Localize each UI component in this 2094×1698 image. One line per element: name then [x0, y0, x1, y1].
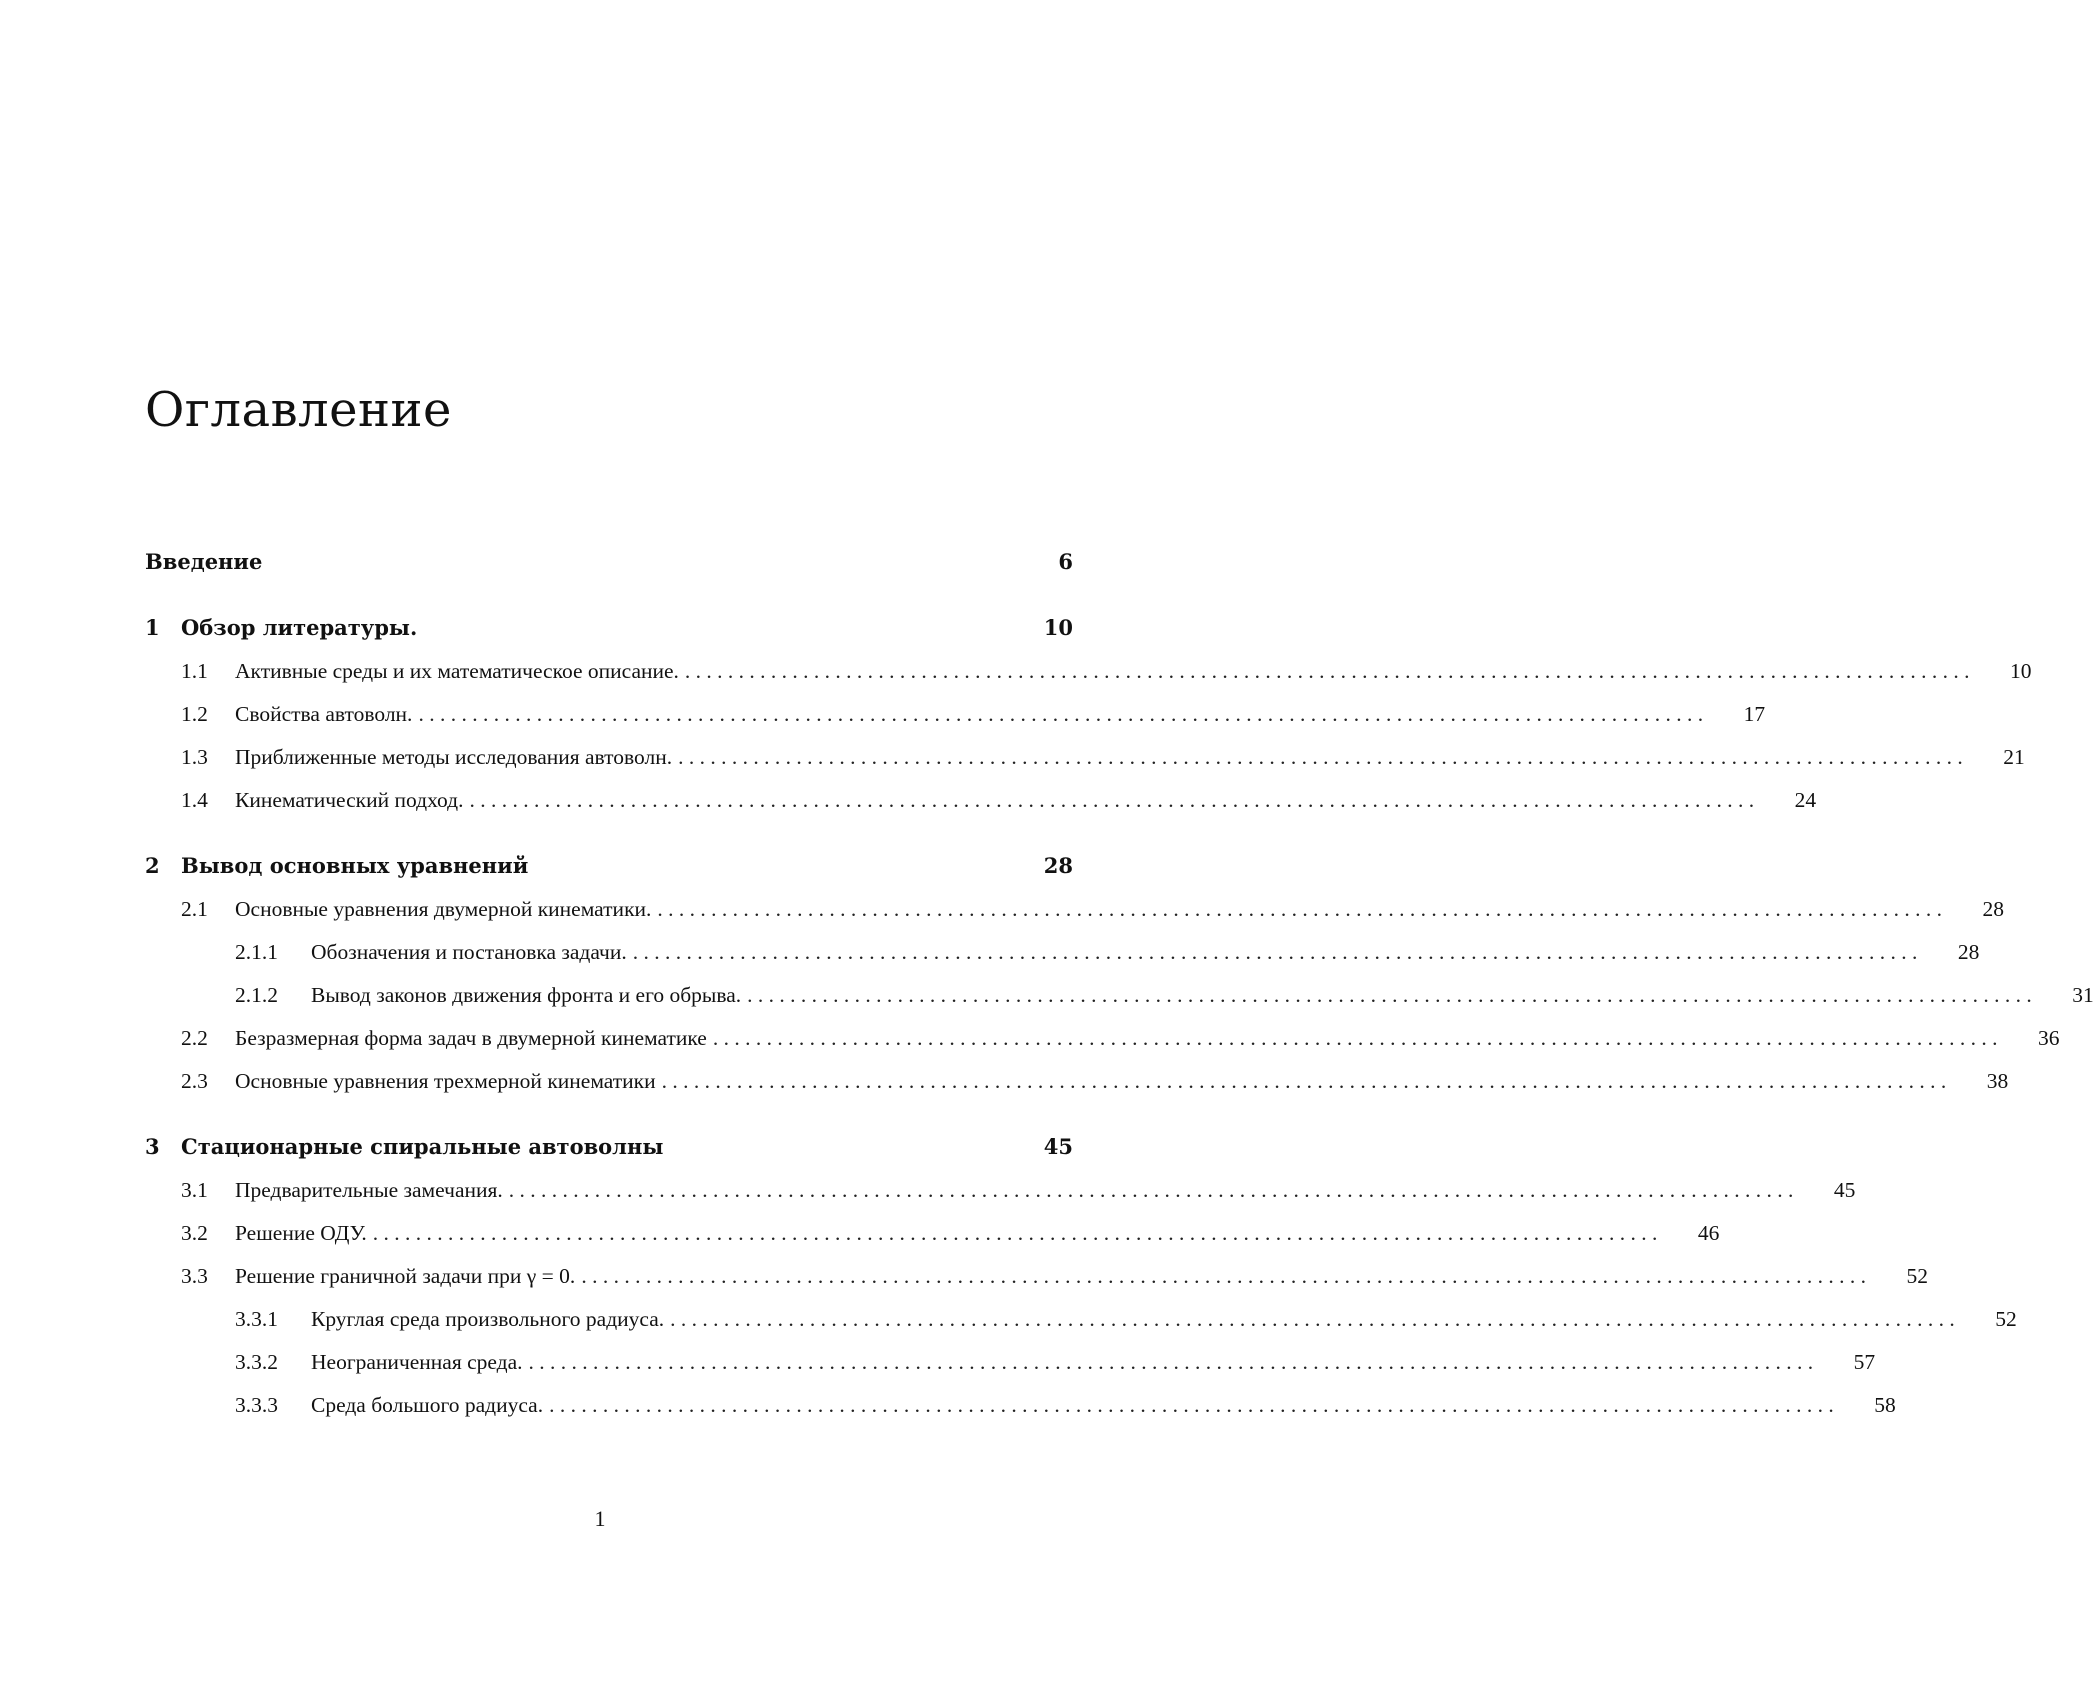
toc-entry-page: 17: [1743, 702, 1766, 726]
toc-entry-label: Введение: [145, 549, 263, 574]
toc-entry-number: 3.2: [181, 1221, 208, 1245]
toc-entry-page: 57: [1853, 1350, 1876, 1374]
toc-entry-chapter-1[interactable]: [145, 612, 1073, 644]
dot-leader: . . . . . . . . . . . . . . . . . . . . . . . . . . . . . . . . . . . . . . . . . . . . . . . . . . . . . . . . . . . . . . . . . . . . . . . . . . . . . . . . . . . . . . . . . . . . . . . . . . . . . . . . . . . . . . . . . . . . . . . .: [528, 1350, 1814, 1374]
toc-entry-label: Приближенные методы исследования автоволн.: [235, 745, 673, 769]
toc-entry-number: 3.3: [181, 1264, 208, 1288]
toc-entry-number: 2.1: [181, 897, 208, 921]
toc-entry-label: Круглая среда произвольного радиуса.: [311, 1307, 665, 1331]
toc-entry-label: Решение ОДУ.: [235, 1221, 367, 1245]
toc-entry-label: Среда большого радиуса.: [311, 1393, 544, 1417]
dot-leader: . . . . . . . . . . . . . . . . . . . . . . . . . . . . . . . . . . . . . . . . . . . . . . . . . . . . . . . . . . . . . . . . . . . . . . . . . . . . . . . . . . . . . . . . . . . . . . . . . . . . . . . . . . . . . . . . . . . . . . . .: [632, 940, 1918, 964]
toc-entry-label: Активные среды и их математическое описание.: [235, 659, 679, 683]
toc-entry-number: 3.1: [181, 1178, 208, 1202]
toc-entry-subsection-3-3-1[interactable]: [145, 1303, 2017, 1335]
toc-entry-page: 21: [2003, 745, 2025, 769]
dot-leader: . . . . . . . . . . . . . . . . . . . . . . . . . . . . . . . . . . . . . . . . . . . . . . . . . . . . . . . . . . . . . . . . . . . . . . . . . . . . . . . . . . . . . . . . . . . . . . . . . . . . . . . . . . . . . . . . . . . . . . . .: [508, 1178, 1794, 1202]
toc-entry-page: 52: [1906, 1264, 1928, 1288]
toc-entry-section-1-1[interactable]: [145, 655, 2032, 687]
toc-entry-label: Вывод законов движения фронта и его обрыва.: [311, 983, 742, 1007]
toc-entry-page: 28: [1043, 853, 1073, 878]
dot-leader: . . . . . . . . . . . . . . . . . . . . . . . . . . . . . . . . . . . . . . . . . . . . . . . . . . . . . . . . . . . . . . . . . . . . . . . . . . . . . . . . . . . . . . . . . . . . . . . . . . . . . . . . . . . . . . . . . . . . . . . .: [581, 1264, 1866, 1288]
toc-entry-page: 36: [2037, 1026, 2060, 1050]
toc-entry-label: Свойства автоволн.: [235, 702, 413, 726]
toc-entry-number: 1.3: [181, 745, 208, 769]
toc-entry-label: Обозначения и постановка задачи.: [311, 940, 627, 964]
toc-entry-label: Кинематический подход.: [235, 788, 464, 812]
toc-entry-subsection-3-3-3[interactable]: [145, 1389, 1896, 1421]
toc-entry-section-3-2[interactable]: [145, 1217, 1720, 1249]
toc-entry-page: 28: [1982, 897, 2005, 921]
toc-entry-page: 45: [1043, 1134, 1073, 1159]
toc-entry-number: 1: [145, 615, 160, 640]
toc-entry-page: 10: [1043, 615, 1073, 640]
toc-entry-label: Безразмерная форма задач в двумерной кинематике: [235, 1026, 707, 1050]
toc-entry-number: 2: [145, 853, 160, 878]
toc-entry-subsection-3-3-2[interactable]: [145, 1346, 1876, 1378]
toc-entry-subsection-2-1-1[interactable]: [145, 936, 1980, 968]
toc-entry-page: 24: [1794, 788, 1817, 812]
toc-entry-label: Вывод основных уравнений: [181, 853, 529, 878]
toc-entry-page: 45: [1833, 1178, 1856, 1202]
toc-entry-subsection-2-1-2[interactable]: [145, 979, 2094, 1011]
toc-entry-page: 6: [1058, 549, 1073, 574]
footer-page-number: 1: [594, 1506, 606, 1531]
dot-leader: . . . . . . . . . . . . . . . . . . . . . . . . . . . . . . . . . . . . . . . . . . . . . . . . . . . . . . . . . . . . . . . . . . . . . . . . . . . . . . . . . . . . . . . . . . . . . . . . . . . . . . . . . . . . . . . . . . . . . . . .: [678, 745, 1963, 769]
dot-leader: . . . . . . . . . . . . . . . . . . . . . . . . . . . . . . . . . . . . . . . . . . . . . . . . . . . . . . . . . . . . . . . . . . . . . . . . . . . . . . . . . . . . . . . . . . . . . . . . . . . . . . . . . . . . . . . . . . . . . . . .: [657, 897, 1943, 921]
toc-entry-label: Стационарные спиральные автоволны: [181, 1134, 664, 1159]
toc-entry-number: 1.2: [181, 702, 208, 726]
dot-leader: . . . . . . . . . . . . . . . . . . . . . . . . . . . . . . . . . . . . . . . . . . . . . . . . . . . . . . . . . . . . . . . . . . . . . . . . . . . . . . . . . . . . . . . . . . . . . . . . . . . . . . . . . . . . . . . . . . . . . . . .: [661, 1069, 1947, 1093]
toc-entry-number: 2.1.1: [235, 940, 278, 964]
toc-entry-page: 10: [2010, 659, 2032, 683]
toc-entry-number: 3.3.2: [235, 1350, 278, 1374]
toc-entry-section-1-2[interactable]: [145, 698, 1766, 730]
toc-entry-label: Предварительные замечания.: [235, 1178, 503, 1202]
dot-leader: . . . . . . . . . . . . . . . . . . . . . . . . . . . . . . . . . . . . . . . . . . . . . . . . . . . . . . . . . . . . . . . . . . . . . . . . . . . . . . . . . . . . . . . . . . . . . . . . . . . . . . . . . . . . . . . . . . . . . . . .: [670, 1307, 1955, 1331]
toc-entry-page: 28: [1957, 940, 1980, 964]
toc-entry-number: 3: [145, 1134, 160, 1159]
dot-leader: . . . . . . . . . . . . . . . . . . . . . . . . . . . . . . . . . . . . . . . . . . . . . . . . . . . . . . . . . . . . . . . . . . . . . . . . . . . . . . . . . . . . . . . . . . . . . . . . . . . . . . . . . . . . . . . . . . . . . . . .: [549, 1393, 1834, 1417]
page-title: Оглавление: [145, 382, 452, 438]
toc-entry-number: 1.1: [181, 659, 208, 683]
toc-entry-number: 3.3.1: [235, 1307, 278, 1331]
dot-leader: . . . . . . . . . . . . . . . . . . . . . . . . . . . . . . . . . . . . . . . . . . . . . . . . . . . . . . . . . . . . . . . . . . . . . . . . . . . . . . . . . . . . . . . . . . . . . . . . . . . . . . . . . . . . . . . . . . . . . . . .: [372, 1221, 1658, 1245]
toc-entry-label: Обзор литературы.: [181, 615, 418, 640]
toc-entry-page: 38: [1986, 1069, 2009, 1093]
toc-entry-section-2-3[interactable]: [145, 1065, 2009, 1097]
toc-entry-chapter-2[interactable]: [145, 850, 1073, 882]
toc-entry-number: 3.3.3: [235, 1393, 278, 1417]
dot-leader: . . . . . . . . . . . . . . . . . . . . . . . . . . . . . . . . . . . . . . . . . . . . . . . . . . . . . . . . . . . . . . . . . . . . . . . . . . . . . . . . . . . . . . . . . . . . . . . . . . . . . . . . . . . . . . . . . . . . . . . .: [418, 702, 1704, 726]
toc-entry-number: 2.2: [181, 1026, 208, 1050]
toc-entry-page: 31: [2072, 983, 2094, 1007]
toc-entry-section-1-4[interactable]: [145, 784, 1817, 816]
dot-leader: . . . . . . . . . . . . . . . . . . . . . . . . . . . . . . . . . . . . . . . . . . . . . . . . . . . . . . . . . . . . . . . . . . . . . . . . . . . . . . . . . . . . . . . . . . . . . . . . . . . . . . . . . . . . . . . . . . . . . . . .: [469, 788, 1755, 812]
toc-entry-section-1-3[interactable]: [145, 741, 2025, 773]
toc-entry-number: 2.3: [181, 1069, 208, 1093]
toc-entry-section-3-3[interactable]: [145, 1260, 1928, 1292]
toc-entry-page: 58: [1874, 1393, 1896, 1417]
dot-leader: . . . . . . . . . . . . . . . . . . . . . . . . . . . . . . . . . . . . . . . . . . . . . . . . . . . . . . . . . . . . . . . . . . . . . . . . . . . . . . . . . . . . . . . . . . . . . . . . . . . . . . . . . . . . . . . . . . . . . . . .: [747, 983, 2032, 1007]
toc-entry-number: 2.1.2: [235, 983, 278, 1007]
toc-entry-introduction[interactable]: [145, 546, 1073, 578]
dot-leader: . . . . . . . . . . . . . . . . . . . . . . . . . . . . . . . . . . . . . . . . . . . . . . . . . . . . . . . . . . . . . . . . . . . . . . . . . . . . . . . . . . . . . . . . . . . . . . . . . . . . . . . . . . . . . . . . . . . . . . . .: [684, 659, 1970, 683]
toc-entry-section-2-1[interactable]: [145, 893, 2005, 925]
toc-entry-label: Основные уравнения двумерной кинематики.: [235, 897, 652, 921]
toc-entry-section-2-2[interactable]: [145, 1022, 2060, 1054]
toc-entry-chapter-3[interactable]: [145, 1131, 1073, 1163]
toc-entry-page: 46: [1697, 1221, 1720, 1245]
toc-entry-section-3-1[interactable]: [145, 1174, 1856, 1206]
toc-entry-label: Неограниченная среда.: [311, 1350, 523, 1374]
toc-entry-number: 1.4: [181, 788, 208, 812]
toc-entry-label: Основные уравнения трехмерной кинематики: [235, 1069, 656, 1093]
toc-entry-page: 52: [1995, 1307, 2017, 1331]
dot-leader: . . . . . . . . . . . . . . . . . . . . . . . . . . . . . . . . . . . . . . . . . . . . . . . . . . . . . . . . . . . . . . . . . . . . . . . . . . . . . . . . . . . . . . . . . . . . . . . . . . . . . . . . . . . . . . . . . . . . . . . .: [712, 1026, 1998, 1050]
toc-entry-label: Решение граничной задачи при γ = 0.: [235, 1264, 576, 1288]
